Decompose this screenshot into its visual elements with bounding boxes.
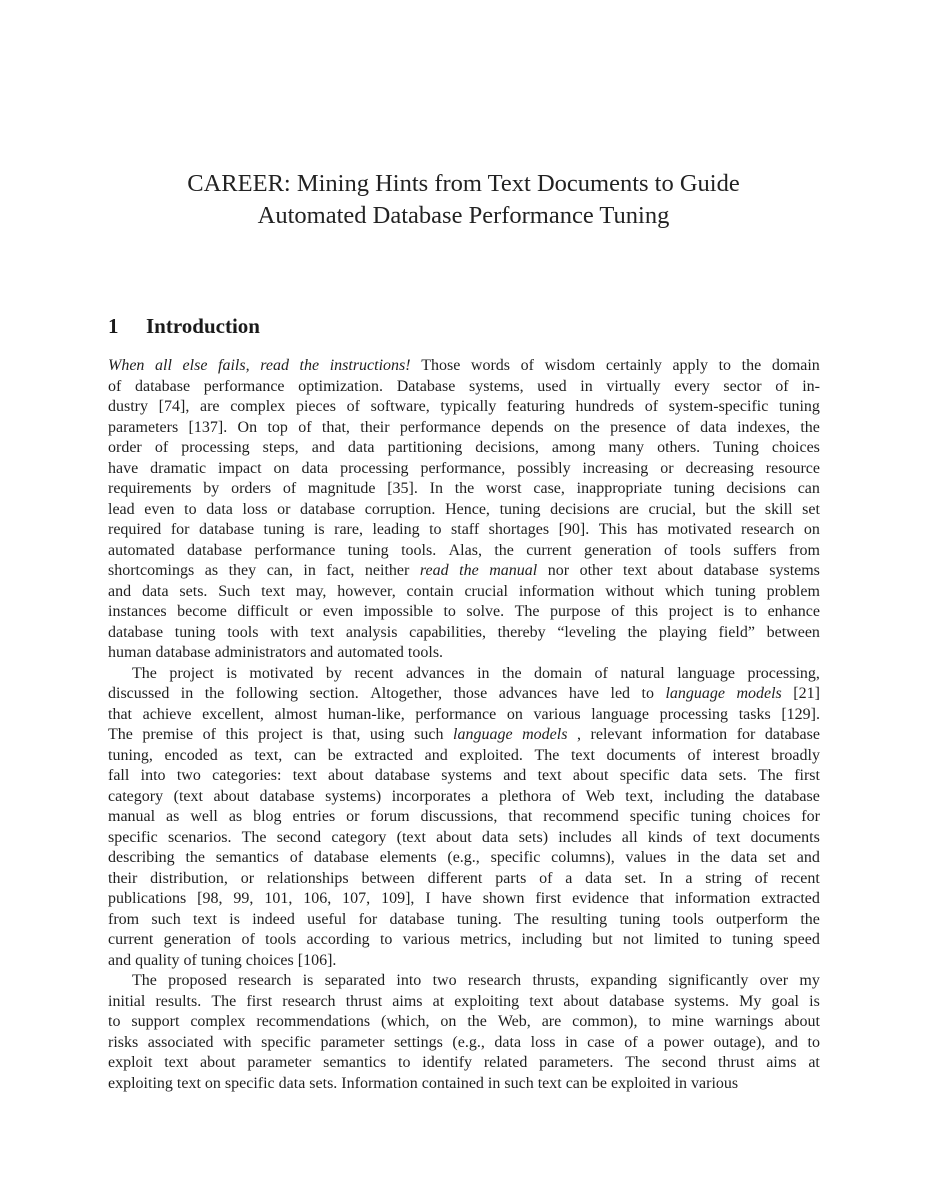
title-line-1: CAREER: Mining Hints from Text Documents to Guide <box>187 170 740 197</box>
body-line: lead even to data loss or database corruption. Hence, tuning decisions are crucial, but the skill set <box>108 500 820 518</box>
body-line: category (text about database systems) incorporates a plethora of Web text, including the database <box>108 787 820 805</box>
body-line: that achieve excellent, almost human-like, performance on various language processing tasks [129]. <box>108 705 820 723</box>
body-line: automated database performance tuning tools. Alas, the current generation of tools suffers from <box>108 541 820 559</box>
body-line: requirements by orders of magnitude [35]. In the worst case, inappropriate tuning decisions can <box>108 480 820 497</box>
body-line: dustry [74], are complex pieces of software, typically featuring hundreds of system-specific tuning <box>108 398 820 415</box>
body-line: describing the semantics of database elements (e.g., specific columns), values in the data set and <box>108 849 820 866</box>
body-line: initial results. The first research thrust aims at exploiting text about database systems. My goal is <box>108 992 820 1010</box>
body-text <box>108 356 820 1094</box>
body-line: publications [98, 99, 101, 106, 107, 109], I have shown first evidence that information extracted <box>108 890 820 907</box>
body-line: database tuning tools with text analysis capabilities, thereby “leveling the playing field” between <box>108 623 820 641</box>
paper-title <box>100 168 827 232</box>
section-heading <box>108 314 260 339</box>
body-line: have dramatic impact on data processing performance, possibly increasing or decreasing resource <box>108 459 820 477</box>
body-line: When all else fails, read the instructions! Those words of wisdom certainly apply to the domain <box>108 357 820 374</box>
body-line: exploit text about parameter semantics to identify related parameters. The second thrust aims at <box>108 1054 820 1071</box>
body-line: and quality of tuning choices [106]. <box>108 951 337 969</box>
body-line: their distribution, or relationships between different parts of a data set. In a string of recent <box>108 869 820 887</box>
section-number: 1 <box>108 314 119 338</box>
body-line: The project is motivated by recent advances in the domain of natural language processing, <box>132 664 820 682</box>
title-line-2: Automated Database Performance Tuning <box>257 202 670 229</box>
body-line: The proposed research is separated into two research thrusts, expanding significantly over my <box>132 972 820 989</box>
body-line: order of processing steps, and data partitioning decisions, among many others. Tuning choices <box>108 439 820 456</box>
body-line: The premise of this project is that, using such language models , relevant information for database <box>108 726 820 743</box>
body-line: current generation of tools according to various metrics, including but not limited to tuning speed <box>108 931 820 948</box>
body-line: instances become difficult or even impossible to solve. The purpose of this project is to enhance <box>108 603 820 620</box>
body-line: manual as well as blog entries or forum discussions, that recommend specific tuning choices for <box>108 808 820 825</box>
body-line: exploiting text on specific data sets. Information contained in such text can be exploited in various <box>108 1074 739 1092</box>
body-line: from such text is indeed useful for database tuning. The resulting tuning tools outperform the <box>108 910 820 928</box>
body-line: required for database tuning is rare, leading to staff shortages [90]. This has motivated research on <box>108 521 820 538</box>
body-line: human database administrators and automated tools. <box>108 644 444 661</box>
body-line: parameters [137]. On top of that, their performance depends on the presence of data indexes, the <box>108 418 820 436</box>
body-line: discussed in the following section. Altogether, those advances have led to language models [21] <box>108 685 820 702</box>
body-line: risks associated with specific parameter settings (e.g., data loss in case of a power outage), and to <box>108 1033 820 1051</box>
body-line: tuning, encoded as text, can be extracted and exploited. The text documents of interest broadly <box>108 746 820 764</box>
body-line: specific scenarios. The second category (text about data sets) includes all kinds of text documents <box>108 828 820 846</box>
body-line: to support complex recommendations (which, on the Web, are common), to mine warnings about <box>108 1013 820 1030</box>
section-title: Introduction <box>146 314 260 338</box>
body-line: shortcomings as they can, in fact, neither read the manual nor other text about database systems <box>108 562 820 579</box>
body-line: of database performance optimization. Database systems, used in virtually every sector of in- <box>108 377 820 395</box>
body-line: fall into two categories: text about database systems and text about specific data sets. The first <box>108 767 820 784</box>
body-line: and data sets. Such text may, however, contain crucial information without which tuning problem <box>108 582 820 600</box>
